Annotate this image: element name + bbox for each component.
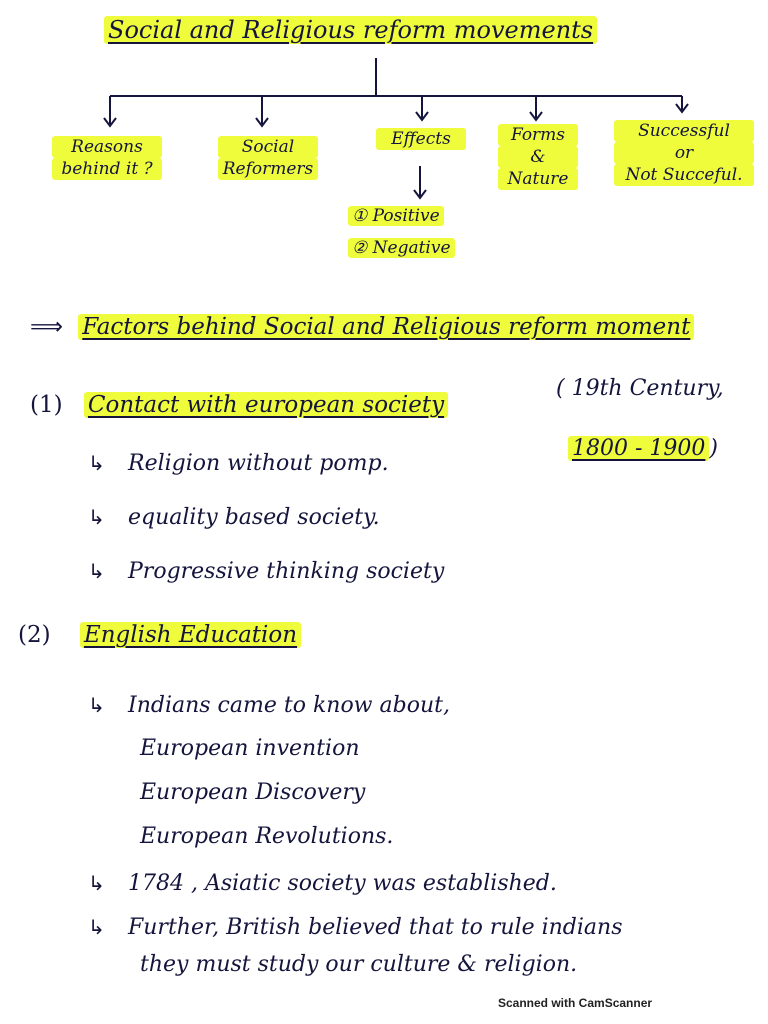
branch-social-reformers bbox=[218, 136, 318, 180]
branch-successful-line2: or bbox=[614, 142, 754, 164]
branch-forms-line2: & bbox=[498, 146, 578, 168]
section-heading bbox=[30, 314, 694, 340]
section1-point-3-text: Progressive thinking society bbox=[128, 559, 445, 584]
section1-point-2 bbox=[88, 502, 380, 533]
section2-subpoint-3: European Revolutions. bbox=[140, 824, 394, 849]
effects-list bbox=[348, 204, 455, 268]
century-note bbox=[556, 376, 724, 401]
branch-successful bbox=[614, 120, 754, 186]
branch-reasons-line1: Reasons bbox=[52, 136, 162, 158]
branch-forms-line3: Nature bbox=[498, 168, 578, 190]
section2-heading bbox=[18, 622, 301, 648]
section1-heading-text: Contact with european society bbox=[84, 392, 448, 418]
hook-arrow-icon: ↳ bbox=[88, 505, 105, 529]
branch-reasons-line2: behind it ? bbox=[52, 158, 162, 180]
section2-point-3-line2: they must study our culture & religion. bbox=[140, 952, 578, 977]
hook-arrow-icon: ↳ bbox=[88, 693, 105, 717]
branch-effects-line1: Effects bbox=[376, 128, 466, 150]
double-arrow-icon: ⟹ bbox=[30, 314, 63, 340]
section1-point-1-text: Religion without pomp. bbox=[128, 451, 389, 476]
branch-reasons bbox=[52, 136, 162, 180]
hook-arrow-icon: ↳ bbox=[88, 915, 105, 939]
section1-heading bbox=[30, 392, 448, 418]
section2-subpoint-2: European Discovery bbox=[140, 780, 366, 805]
section2-point-1-text: Indians came to know about, bbox=[128, 693, 450, 718]
branch-forms-line1: Forms bbox=[498, 124, 578, 146]
section2-heading-text: English Education bbox=[80, 622, 301, 648]
section2-point-2 bbox=[88, 868, 557, 899]
section2-point-1 bbox=[88, 690, 450, 721]
section2-point-3-text: Further, British believed that to rule indians bbox=[128, 915, 623, 940]
page-title bbox=[104, 16, 597, 44]
section2-point-2-text: 1784 , Asiatic society was established. bbox=[128, 871, 557, 896]
hook-arrow-icon: ↳ bbox=[88, 451, 105, 475]
page-title-text: Social and Religious reform movements bbox=[104, 16, 597, 44]
branch-social-reformers-line2: Reformers bbox=[218, 158, 318, 180]
section1-point-1 bbox=[88, 448, 389, 479]
branch-successful-line3: Not Succeful. bbox=[614, 164, 754, 186]
branch-forms-nature bbox=[498, 124, 578, 190]
century-years bbox=[568, 436, 718, 461]
section2-point-3 bbox=[88, 912, 623, 943]
section1-number: (1) bbox=[30, 392, 63, 418]
section1-point-3 bbox=[88, 556, 444, 587]
century-note-text: ( 19th Century, bbox=[556, 376, 724, 401]
century-close: ) bbox=[709, 436, 718, 461]
hook-arrow-icon: ↳ bbox=[88, 871, 105, 895]
branch-social-reformers-line1: Social bbox=[218, 136, 318, 158]
effect-negative: ② Negative bbox=[348, 238, 455, 258]
section1-point-2-text: equality based society. bbox=[128, 505, 380, 530]
branch-effects bbox=[376, 128, 466, 150]
century-years-text: 1800 - 1900 bbox=[568, 436, 709, 461]
section2-number: (2) bbox=[18, 622, 51, 648]
effect-positive: ① Positive bbox=[348, 206, 444, 226]
branch-successful-line1: Successful bbox=[614, 120, 754, 142]
section-heading-text: Factors behind Social and Religious reform moment bbox=[78, 314, 694, 340]
hook-arrow-icon: ↳ bbox=[88, 559, 105, 583]
section2-subpoint-1: European invention bbox=[140, 736, 360, 761]
scanner-watermark: Scanned with CamScanner bbox=[498, 996, 653, 1010]
